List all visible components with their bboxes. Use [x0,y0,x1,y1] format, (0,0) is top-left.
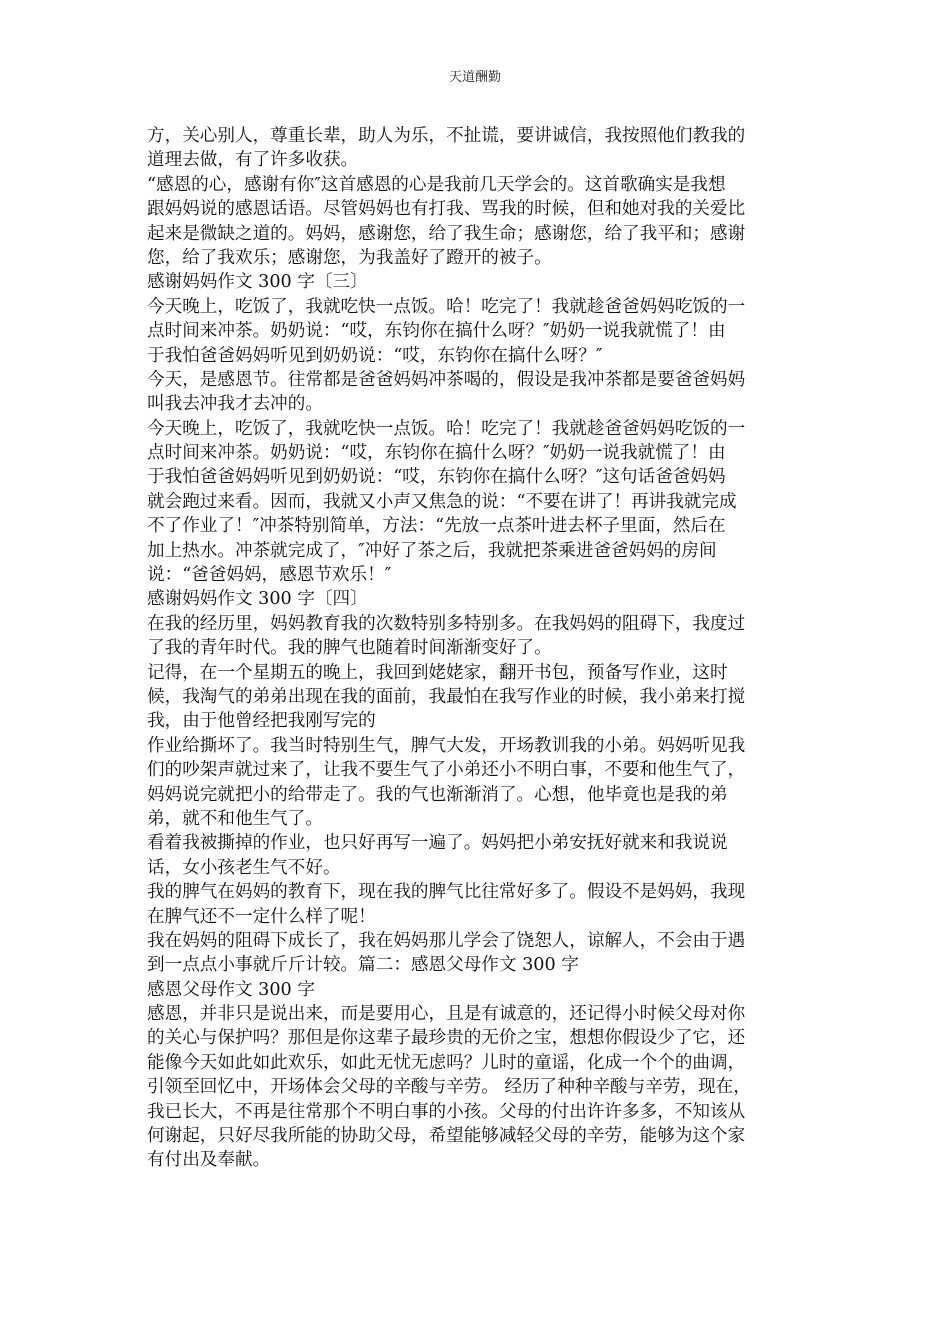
text-line: 作业给撕坏了。我当时特别生气，脾气大发，开场教训我的小弟。妈妈听见我 [147,735,746,756]
text-line: 记得，在一个星期五的晚上，我回到姥姥家，翻开书包，预备写作业，这时 [147,662,728,683]
text-line: 我，由于他曾经把我刚写完的 [147,711,376,732]
text-line: 于我怕爸爸妈妈听见到奶奶说：“哎，东钧你在搞什么呀？″这句话爸爸妈妈 [147,467,726,488]
text-line: 的关心与保护吗？那但是你这辈子最珍贵的无价之宝，想想你假设少了它，还 [147,1028,746,1049]
text-line: 您，给了我欢乐；感谢您，为我盖好了蹬开的被子。 [147,247,552,268]
text-line: 我的脾气在妈妈的教育下，现在我的脾气比往常好多了。假设不是妈妈，我现 [147,882,746,903]
text-line: 在我的经历里，妈妈教育我的次数特别多特别多。在我妈妈的阻碍下，我度过 [147,613,746,634]
text-line: 到一点点小事就斤斤计较。篇二：感恩父母作文 300 字 [147,955,579,976]
text-line: 了我的青年时代。我的脾气也随着时间渐渐变好了。 [147,638,552,659]
text-line: 感恩，并非只是说出来，而是要用心，且是有诚意的，还记得小时候父母对你 [147,1004,746,1025]
text-line: 弟，就不和他生气了。 [147,808,323,829]
text-line: 叫我去冲我才去冲的。 [147,394,323,415]
text-line: 看着我被撕掉的作业，也只好再写一遍了。妈妈把小弟安抚好就来和我说说 [147,833,728,854]
text-line: “感恩的心，感谢有你″这首感恩的心是我前几天学会的。这首歌确实是我想 [147,174,726,195]
text-line: 点时间来冲茶。奶奶说：“哎，东钧你在搞什么呀？″奶奶一说我就慌了！由 [147,321,726,342]
section-heading: 感恩父母作文 300 字 [147,979,315,1000]
text-line: 我已长大，不再是往常那个不明白事的小孩。父母的付出许许多多，不知该从 [147,1101,746,1122]
text-line: 候，我淘气的弟弟出现在我的面前，我最怕在我写作业的时候，我小弟来打搅 [147,686,746,707]
text-line: 话，女小孩老生气不好。 [147,857,341,878]
text-line: 起来是微缺之道的。妈妈，感谢您，给了我生命；感谢您，给了我平和；感谢 [147,223,746,244]
text-line: 在脾气还不一定什么样了呢！ [147,906,376,927]
text-line: 说：“爸爸妈妈，感恩节欢乐！″ [147,565,392,586]
text-line: 今天晚上，吃饭了，我就吃快一点饭。哈！吃完了！我就趁爸爸妈妈吃饭的一 [147,296,746,317]
section-heading: 感谢妈妈作文 300 字〔四〕 [147,589,368,610]
text-line: 妈妈说完就把小的给带走了。我的气也渐渐消了。心想，他毕竟也是我的弟 [147,784,728,805]
document-body [147,124,803,1173]
text-line: 我在妈妈的阻碍下成长了，我在妈妈那儿学会了饶恕人，谅解人，不会由于遇 [147,930,746,951]
text-line: 点时间来冲茶。奶奶说：“哎，东钧你在搞什么呀？″奶奶一说我就慌了！由 [147,443,726,464]
text-line: 今天，是感恩节。往常都是爸爸妈妈冲茶喝的，假设是我冲茶都是要爸爸妈妈 [147,369,746,390]
text-line: 今天晚上，吃饭了，我就吃快一点饭。哈！吃完了！我就趁爸爸妈妈吃饭的一 [147,418,746,439]
text-line: 能像今天如此如此欢乐，如此无忧无虑吗？儿时的童谣，化成一个个的曲调， [147,1052,746,1073]
text-line: 不了作业了！″冲茶特别简单，方法：“先放一点茶叶进去杯子里面，然后在 [147,516,726,537]
text-line: 就会跑过来看。因而，我就又小声又焦急的说：“不要在讲了！再讲我就完成 [147,491,737,512]
text-line: 方，关心别人，尊重长辈，助人为乐，不扯谎，要讲诚信，我按照他们教我的 [147,126,746,146]
text-line: 跟妈妈说的感恩话语。尽管妈妈也有打我、骂我的时候，但和她对我的关爱比 [147,199,746,220]
text-line: 于我怕爸爸妈妈听见到奶奶说：“哎，东钧你在搞什么呀？″ [147,345,603,366]
text-line: 加上热水。冲茶就完成了，″冲好了茶之后，我就把茶乘进爸爸妈妈的房间 [147,540,717,561]
text-line: 有付出及奉献。 [147,1150,271,1171]
text-line: 们的吵架声就过来了，让我不要生气了小弟还小不明白事，不要和他生气了， [147,760,746,781]
text-line: 道理去做，有了许多收获。 [147,150,359,171]
text-line: 何谢起，只好尽我所能的协助父母，希望能够减轻父母的辛劳，能够为这个家 [147,1126,746,1147]
text-line: 引领至回忆中，开场体会父母的辛酸与辛劳。 经历了种种辛酸与辛劳，现在， [147,1077,751,1098]
page-header: 天道酬勤 [448,70,501,85]
section-heading: 感谢妈妈作文 300 字〔三〕 [147,272,368,293]
